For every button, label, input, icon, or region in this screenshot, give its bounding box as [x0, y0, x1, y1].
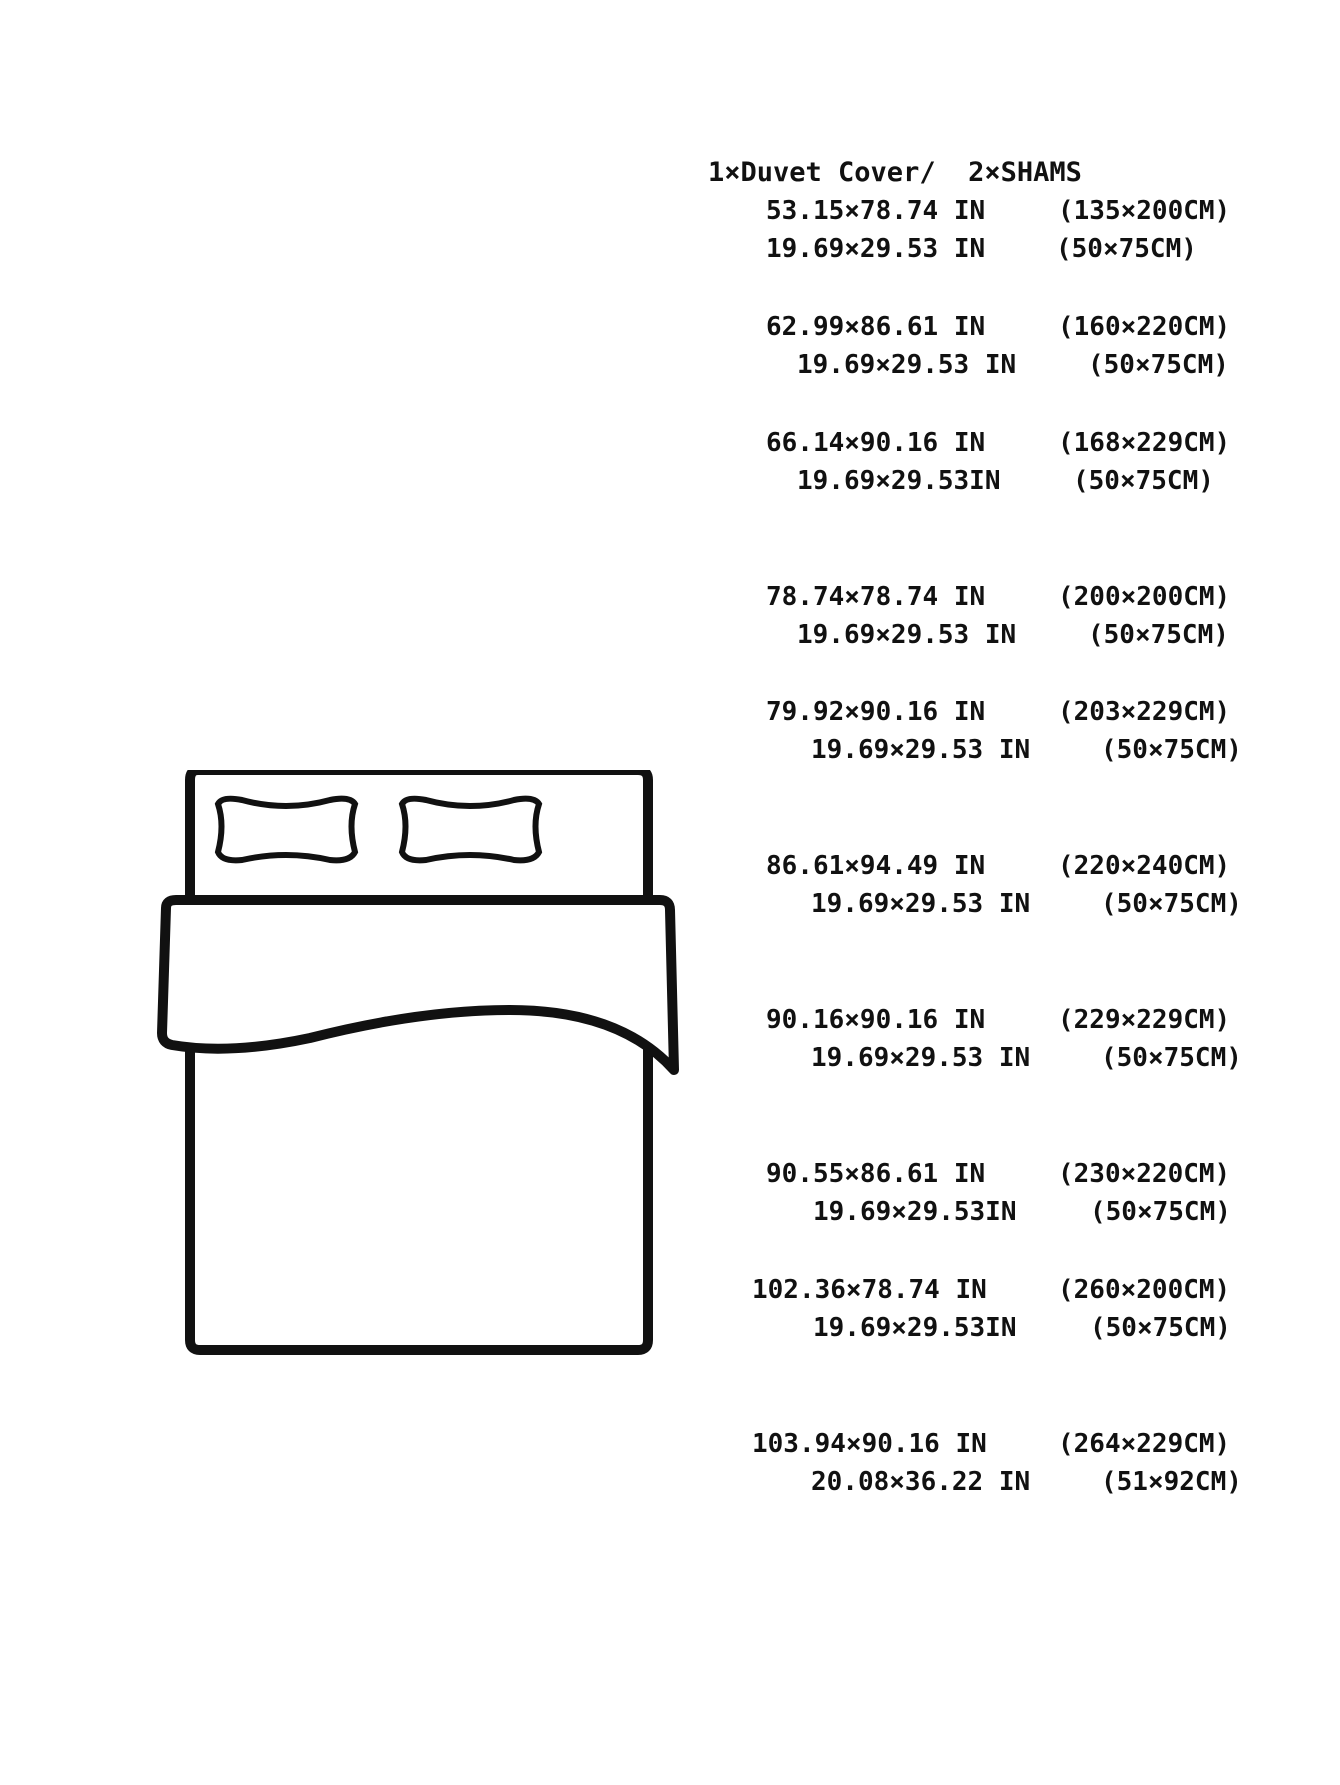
size-inches: 79.92×90.16 IN [766, 697, 986, 727]
sham-size-row [766, 231, 1330, 267]
size-inches: 20.08×36.22 IN [811, 1467, 1031, 1497]
package-header: 1×Duvet Cover/ 2×SHAMS [708, 157, 1082, 188]
size-inches: 62.99×86.61 IN [766, 312, 986, 342]
sham-size-row [811, 886, 1330, 922]
duvet-size-row [766, 309, 1330, 345]
size-inches: 19.69×29.53IN [813, 1197, 1017, 1227]
size-centimeters: (203×229CM) [1058, 697, 1231, 727]
size-inches: 19.69×29.53IN [813, 1313, 1017, 1343]
duvet-size-row [766, 1156, 1330, 1192]
size-inches: 19.69×29.53 IN [811, 735, 1031, 765]
size-inches: 53.15×78.74 IN [766, 196, 986, 226]
size-centimeters: (50×75CM) [1101, 889, 1242, 919]
bed-frame-body [190, 1010, 648, 1350]
sham-size-row [811, 732, 1330, 768]
size-centimeters: (50×75CM) [1088, 620, 1229, 650]
size-inches: 90.55×86.61 IN [766, 1159, 986, 1189]
size-inches: 102.36×78.74 IN [752, 1275, 987, 1305]
bed-icon [150, 770, 690, 1360]
size-centimeters: (168×229CM) [1058, 428, 1231, 458]
size-inches: 19.69×29.53 IN [811, 889, 1031, 919]
duvet-size-row [766, 193, 1330, 229]
sham-size-row [811, 1464, 1330, 1500]
size-centimeters: (50×75CM) [1088, 350, 1229, 380]
size-inches: 78.74×78.74 IN [766, 582, 986, 612]
size-centimeters: (200×200CM) [1058, 582, 1231, 612]
duvet-size-row [766, 579, 1330, 615]
size-inches: 19.69×29.53 IN [811, 1043, 1031, 1073]
sham-size-row [811, 1040, 1330, 1076]
size-centimeters: (50×75CM) [1101, 735, 1242, 765]
size-inches: 19.69×29.53 IN [797, 620, 1017, 650]
size-inches: 19.69×29.53IN [797, 466, 1001, 496]
duvet-size-row [766, 848, 1330, 884]
size-centimeters: (50×75CM) [1101, 1043, 1242, 1073]
size-centimeters: (50×75CM) [1073, 466, 1214, 496]
size-centimeters: (50×75CM) [1090, 1313, 1231, 1343]
size-centimeters: (50×75CM) [1056, 234, 1197, 264]
size-inches: 90.16×90.16 IN [766, 1005, 986, 1035]
size-inches: 19.69×29.53 IN [797, 350, 1017, 380]
pillow-left [218, 799, 355, 861]
sham-size-row [813, 1194, 1330, 1230]
size-centimeters: (230×220CM) [1058, 1159, 1231, 1189]
size-centimeters: (135×200CM) [1058, 196, 1231, 226]
duvet-size-row [766, 1002, 1330, 1038]
duvet-size-row [766, 425, 1330, 461]
size-inches: 86.61×94.49 IN [766, 851, 986, 881]
size-centimeters: (264×229CM) [1058, 1429, 1231, 1459]
sham-size-row [797, 347, 1330, 383]
size-inches: 19.69×29.53 IN [766, 234, 986, 264]
size-centimeters: (160×220CM) [1058, 312, 1231, 342]
size-centimeters: (220×240CM) [1058, 851, 1231, 881]
size-centimeters: (260×200CM) [1058, 1275, 1231, 1305]
pillow-right [402, 799, 539, 861]
size-inches: 103.94×90.16 IN [752, 1429, 987, 1459]
size-centimeters: (229×229CM) [1058, 1005, 1231, 1035]
sham-size-row [813, 1310, 1330, 1346]
size-centimeters: (51×92CM) [1101, 1467, 1242, 1497]
duvet-size-row [752, 1272, 1330, 1308]
sham-size-row [797, 463, 1330, 499]
duvet-size-row [752, 1426, 1330, 1462]
size-centimeters: (50×75CM) [1090, 1197, 1231, 1227]
duvet-size-row [766, 694, 1330, 730]
sham-size-row [797, 617, 1330, 653]
size-inches: 66.14×90.16 IN [766, 428, 986, 458]
